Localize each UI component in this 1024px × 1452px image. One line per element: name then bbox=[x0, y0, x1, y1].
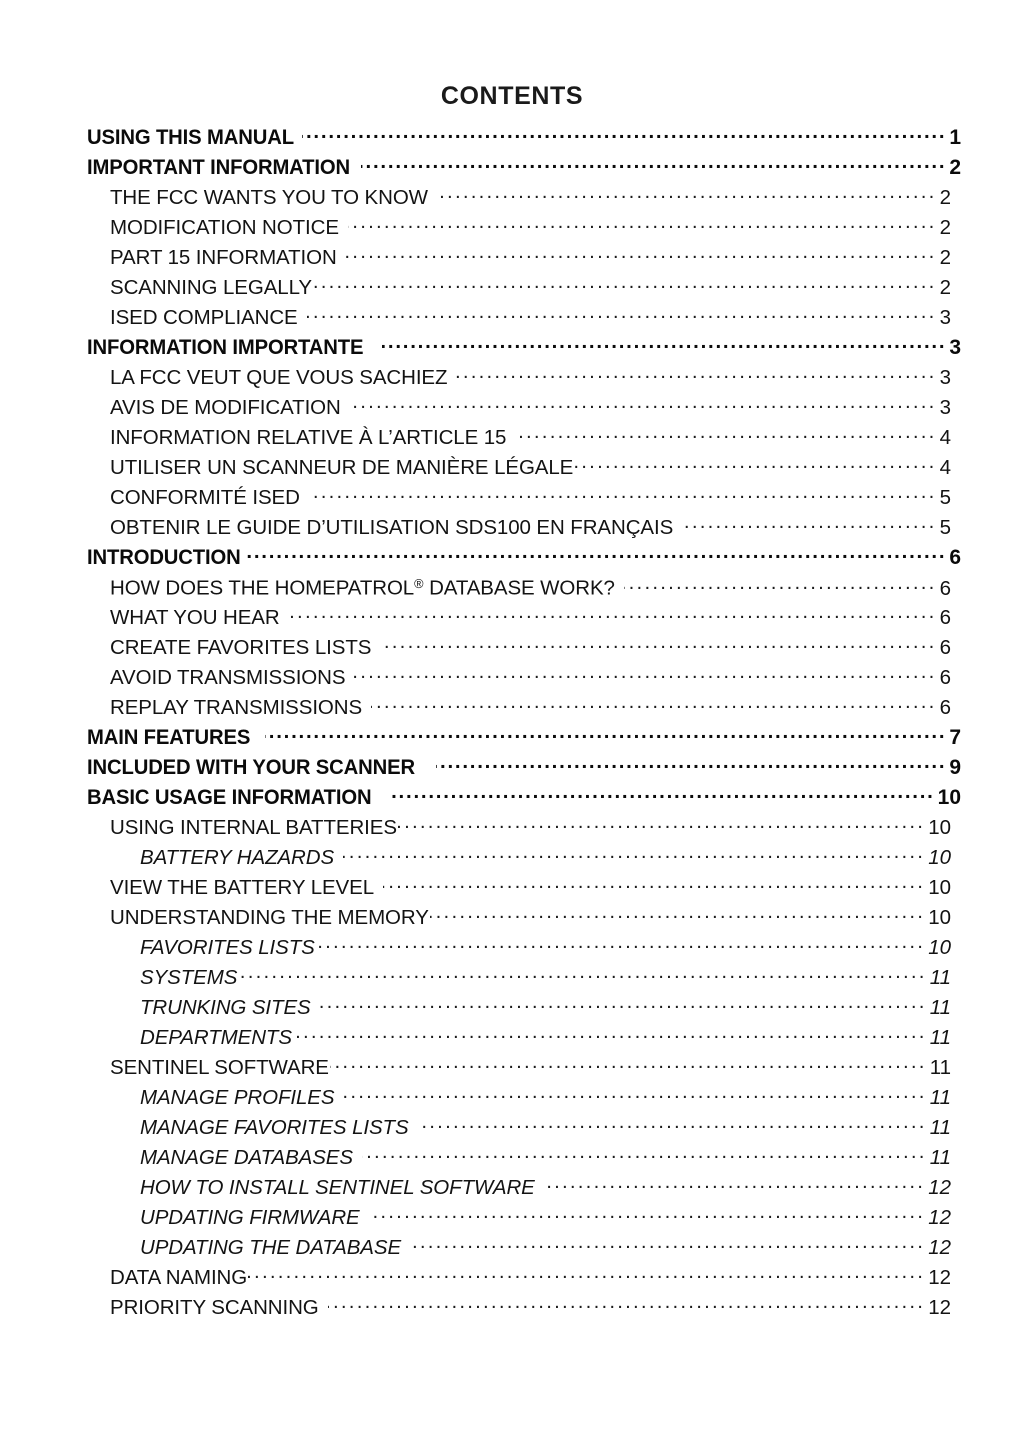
toc-entry-page-number: 11 bbox=[929, 1146, 951, 1169]
toc-entry-label: DEPARTMENTS bbox=[140, 1026, 292, 1049]
toc-entry[interactable] bbox=[0, 336, 1024, 366]
toc-entry-page-number: 2 bbox=[939, 216, 951, 239]
toc-entry-page-number: 9 bbox=[949, 756, 961, 779]
toc-entry-label: HOW DOES THE HOMEPATROL® DATABASE WORK? bbox=[110, 576, 615, 600]
dot-leader bbox=[343, 848, 925, 864]
toc-entry-label: UPDATING FIRMWARE bbox=[140, 1206, 360, 1229]
dot-leader bbox=[624, 579, 937, 595]
toc-entry[interactable] bbox=[0, 126, 1024, 156]
toc-entry-label: USING THIS MANUAL bbox=[87, 126, 294, 149]
dot-leader bbox=[289, 608, 937, 624]
toc-entry-page-number: 1 bbox=[949, 126, 961, 149]
dot-leader bbox=[348, 218, 937, 234]
toc-entry-page-number: 3 bbox=[939, 396, 951, 419]
dot-leader bbox=[515, 428, 936, 444]
toc-entry-label: MAIN FEATURES bbox=[87, 726, 251, 749]
toc-entry-label: TRUNKING SITES bbox=[140, 996, 311, 1019]
toc-entry-label: CREATE FAVORITES LISTS bbox=[110, 636, 372, 659]
toc-entry-page-number: 7 bbox=[949, 726, 961, 749]
toc-entry[interactable] bbox=[0, 636, 1024, 666]
dot-leader bbox=[316, 938, 925, 954]
toc-entry-page-number: 10 bbox=[937, 786, 961, 809]
toc-entry[interactable] bbox=[0, 606, 1024, 636]
toc-entry-page-number: 2 bbox=[949, 156, 961, 179]
toc-entry-page-number: 11 bbox=[929, 1086, 951, 1109]
toc-entry-label: UNDERSTANDING THE MEMORY bbox=[110, 906, 429, 929]
toc-entry-label: BATTERY HAZARDS bbox=[140, 846, 335, 869]
toc-entry-page-number: 11 bbox=[929, 996, 951, 1019]
toc-entry[interactable] bbox=[0, 216, 1024, 246]
toc-entry[interactable] bbox=[0, 576, 1024, 606]
dot-leader bbox=[456, 368, 936, 384]
dot-leader bbox=[350, 398, 937, 414]
toc-entry[interactable] bbox=[0, 186, 1024, 216]
toc-entry-label: THE FCC WANTS YOU TO KNOW bbox=[110, 186, 428, 209]
toc-entry[interactable] bbox=[0, 966, 1024, 996]
dot-leader bbox=[369, 1208, 926, 1224]
dot-leader bbox=[330, 1058, 927, 1074]
toc-entry[interactable] bbox=[0, 546, 1024, 576]
toc-entry-page-number: 10 bbox=[928, 906, 951, 929]
dot-leader bbox=[371, 698, 937, 714]
dot-leader bbox=[265, 728, 946, 744]
registered-trademark-icon: ® bbox=[414, 576, 424, 591]
toc-entry[interactable] bbox=[0, 246, 1024, 276]
toc-entry-label: OBTENIR LE GUIDE D’UTILISATION SDS100 EN FRANÇAIS bbox=[110, 516, 674, 539]
dot-leader bbox=[320, 998, 927, 1014]
toc-entry-label: REPLAY TRANSMISSIONS bbox=[110, 696, 363, 719]
toc-entry-label: HOW TO INSTALL SENTINEL SOFTWARE bbox=[140, 1176, 535, 1199]
toc-entry-label: SCANNING LEGALLY bbox=[110, 276, 312, 299]
dot-leader bbox=[682, 518, 936, 534]
dot-leader bbox=[430, 908, 925, 924]
toc-entry-page-number: 2 bbox=[939, 276, 951, 299]
dot-leader bbox=[343, 1088, 926, 1104]
dot-leader bbox=[309, 488, 937, 504]
toc-entry-page-number: 10 bbox=[928, 816, 951, 839]
toc-entry-label: BASIC USAGE INFORMATION bbox=[87, 786, 372, 809]
dot-leader bbox=[346, 248, 937, 264]
toc-entry[interactable] bbox=[0, 366, 1024, 396]
toc-entry-page-number: 5 bbox=[939, 516, 951, 539]
toc-entry-page-number: 2 bbox=[939, 246, 951, 269]
dot-leader bbox=[383, 878, 925, 894]
toc-entry-page-number: 12 bbox=[928, 1206, 951, 1229]
toc-entry-label: INFORMATION IMPORTANTE bbox=[87, 336, 364, 359]
dot-leader bbox=[307, 308, 937, 324]
toc-entry-label: WHAT YOU HEAR bbox=[110, 606, 280, 629]
toc-entry[interactable] bbox=[0, 1296, 1024, 1326]
toc-entry[interactable] bbox=[0, 936, 1024, 966]
dot-leader bbox=[380, 638, 936, 654]
toc-entry-page-number: 12 bbox=[928, 1176, 951, 1199]
toc-entry[interactable] bbox=[0, 816, 1024, 846]
dot-leader bbox=[418, 1118, 927, 1134]
toc-entry[interactable] bbox=[0, 276, 1024, 306]
toc-entry-page-number: 3 bbox=[949, 336, 961, 359]
toc-entry-label: INFORMATION RELATIVE À L’ARTICLE 15 bbox=[110, 426, 507, 449]
dot-leader bbox=[248, 1268, 925, 1284]
toc-entry[interactable] bbox=[0, 996, 1024, 1026]
toc-entry[interactable] bbox=[0, 1086, 1024, 1116]
dot-leader bbox=[391, 788, 935, 804]
toc-entry-label: INCLUDED WITH YOUR SCANNER bbox=[87, 756, 415, 779]
toc-entry[interactable] bbox=[0, 786, 1024, 816]
dot-leader bbox=[437, 188, 937, 204]
toc-entry-label: MANAGE DATABASES bbox=[140, 1146, 353, 1169]
toc-entry-page-number: 4 bbox=[939, 456, 951, 479]
toc-entry-page-number: 4 bbox=[939, 426, 951, 449]
table-of-contents bbox=[0, 126, 1024, 1326]
toc-entry-page-number: 6 bbox=[949, 546, 961, 569]
toc-entry-label: SENTINEL SOFTWARE bbox=[110, 1056, 329, 1079]
toc-entry[interactable] bbox=[0, 906, 1024, 936]
toc-entry-page-number: 10 bbox=[928, 846, 951, 869]
toc-entry-label: LA FCC VEUT QUE VOUS SACHIEZ bbox=[110, 366, 448, 389]
dot-leader bbox=[328, 1298, 926, 1314]
dot-leader bbox=[436, 758, 946, 774]
toc-entry[interactable] bbox=[0, 1176, 1024, 1206]
toc-entry[interactable] bbox=[0, 876, 1024, 906]
toc-entry-page-number: 3 bbox=[939, 306, 951, 329]
dot-leader bbox=[247, 548, 946, 564]
toc-entry[interactable] bbox=[0, 726, 1024, 756]
toc-entry-page-number: 6 bbox=[939, 696, 951, 719]
toc-entry-label: MANAGE PROFILES bbox=[140, 1086, 335, 1109]
toc-entry[interactable] bbox=[0, 1116, 1024, 1146]
dot-leader bbox=[382, 338, 946, 354]
dot-leader bbox=[293, 1028, 927, 1044]
toc-entry[interactable] bbox=[0, 516, 1024, 546]
toc-entry[interactable] bbox=[0, 1146, 1024, 1176]
toc-entry[interactable] bbox=[0, 426, 1024, 456]
dot-leader bbox=[354, 668, 936, 684]
page-title: CONTENTS bbox=[440, 82, 584, 110]
toc-entry-page-number: 11 bbox=[929, 966, 951, 989]
toc-entry-label: INTRODUCTION bbox=[87, 546, 241, 569]
dot-leader bbox=[362, 1148, 927, 1164]
toc-entry[interactable] bbox=[0, 306, 1024, 336]
dot-leader bbox=[398, 818, 925, 834]
toc-entry-label: ISED COMPLIANCE bbox=[110, 306, 298, 329]
toc-entry[interactable] bbox=[0, 1236, 1024, 1266]
toc-entry[interactable] bbox=[0, 1266, 1024, 1296]
toc-entry-label: UTILISER UN SCANNEUR DE MANIÈRE LÉGALE bbox=[110, 456, 574, 479]
toc-entry-label: AVIS DE MODIFICATION bbox=[110, 396, 341, 419]
toc-entry-page-number: 10 bbox=[928, 876, 951, 899]
toc-entry-label: USING INTERNAL BATTERIES bbox=[110, 816, 397, 839]
toc-entry-page-number: 6 bbox=[939, 576, 951, 600]
toc-entry-label: UPDATING THE DATABASE bbox=[140, 1236, 402, 1259]
dot-leader bbox=[361, 158, 947, 174]
dot-leader bbox=[544, 1178, 925, 1194]
toc-entry-label: SYSTEMS bbox=[140, 966, 238, 989]
toc-entry[interactable] bbox=[0, 846, 1024, 876]
toc-entry-page-number: 12 bbox=[928, 1236, 951, 1259]
toc-entry-page-number: 12 bbox=[928, 1266, 951, 1289]
toc-entry-label: VIEW THE BATTERY LEVEL bbox=[110, 876, 375, 899]
toc-entry-page-number: 11 bbox=[929, 1056, 951, 1079]
toc-entry-label: IMPORTANT INFORMATION bbox=[87, 156, 351, 179]
toc-entry[interactable] bbox=[0, 696, 1024, 726]
toc-entry[interactable] bbox=[0, 1026, 1024, 1056]
toc-entry-page-number: 11 bbox=[929, 1026, 951, 1049]
toc-entry[interactable] bbox=[0, 486, 1024, 516]
toc-entry-page-number: 3 bbox=[939, 366, 951, 389]
toc-entry[interactable] bbox=[0, 666, 1024, 696]
toc-entry-page-number: 10 bbox=[928, 936, 951, 959]
toc-entry[interactable] bbox=[0, 396, 1024, 426]
toc-entry[interactable] bbox=[0, 456, 1024, 486]
toc-entry-label: FAVORITES LISTS bbox=[140, 936, 315, 959]
dot-leader bbox=[313, 278, 937, 294]
toc-entry[interactable] bbox=[0, 156, 1024, 186]
toc-entry-label: PART 15 INFORMATION bbox=[110, 246, 337, 269]
dot-leader bbox=[574, 458, 936, 474]
toc-entry-page-number: 12 bbox=[928, 1296, 951, 1319]
toc-entry[interactable] bbox=[0, 756, 1024, 786]
dot-leader bbox=[238, 968, 926, 984]
toc-entry-page-number: 6 bbox=[939, 666, 951, 689]
toc-entry-label: PRIORITY SCANNING bbox=[110, 1296, 319, 1319]
toc-entry-label: MODIFICATION NOTICE bbox=[110, 216, 339, 239]
toc-entry[interactable] bbox=[0, 1206, 1024, 1236]
dot-leader bbox=[410, 1238, 925, 1254]
toc-entry-label: AVOID TRANSMISSIONS bbox=[110, 666, 346, 689]
toc-entry-label: DATA NAMING bbox=[110, 1266, 248, 1289]
toc-entry-page-number: 2 bbox=[939, 186, 951, 209]
toc-entry-label: CONFORMITÉ ISED bbox=[110, 486, 300, 509]
dot-leader bbox=[302, 128, 946, 144]
toc-entry-label: MANAGE FAVORITES LISTS bbox=[140, 1116, 409, 1139]
toc-entry-page-number: 5 bbox=[939, 486, 951, 509]
toc-entry-page-number: 6 bbox=[939, 636, 951, 659]
toc-entry-page-number: 11 bbox=[929, 1116, 951, 1139]
toc-entry-page-number: 6 bbox=[939, 606, 951, 629]
toc-entry[interactable] bbox=[0, 1056, 1024, 1086]
